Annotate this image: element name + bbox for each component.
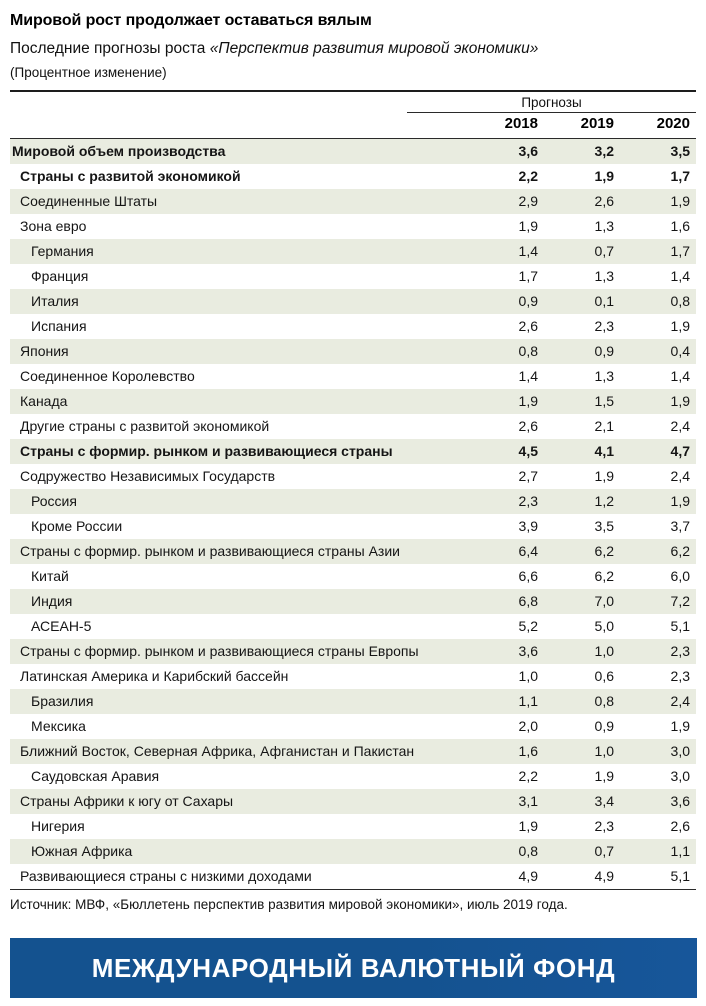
row-value-2020: 5,1 — [670, 618, 690, 634]
row-value-2020: 4,7 — [670, 443, 690, 459]
table-row — [10, 414, 696, 439]
row-value-2018: 6,6 — [518, 568, 538, 584]
row-value-2018: 1,9 — [518, 818, 538, 834]
row-value-2018: 2,9 — [518, 193, 538, 209]
row-value-2019: 2,6 — [594, 193, 614, 209]
row-value-2018: 1,6 — [518, 743, 538, 759]
row-label: Германия — [31, 243, 94, 259]
row-value-2020: 0,4 — [670, 343, 690, 359]
row-value-2018: 2,3 — [518, 493, 538, 509]
row-value-2018: 2,6 — [518, 418, 538, 434]
table-row — [10, 389, 696, 414]
row-value-2019: 4,9 — [594, 868, 614, 884]
row-value-2019: 0,7 — [594, 843, 614, 859]
row-value-2019: 1,5 — [594, 393, 614, 409]
row-value-2019: 0,7 — [594, 243, 614, 259]
row-value-2020: 1,9 — [670, 718, 690, 734]
subtitle-publication-name: «Перспектив развития мировой экономики» — [209, 40, 539, 57]
row-label: Страны Африки к югу от Сахары — [20, 793, 234, 809]
row-label: Зона евро — [20, 218, 87, 234]
row-label: Франция — [31, 268, 89, 284]
row-value-2018: 5,2 — [518, 618, 538, 634]
row-value-2019: 3,2 — [594, 143, 614, 159]
row-value-2020: 1,9 — [670, 393, 690, 409]
row-value-2018: 3,9 — [518, 518, 538, 534]
row-value-2018: 1,7 — [518, 268, 538, 284]
row-value-2019: 0,8 — [594, 693, 614, 709]
row-label: Южная Африка — [31, 843, 133, 859]
row-label: Нигерия — [31, 818, 85, 834]
row-value-2020: 1,7 — [670, 168, 690, 184]
row-label: Страны с формир. рынком и развивающиеся страны — [20, 443, 393, 459]
row-value-2018: 6,4 — [518, 543, 538, 559]
table-row — [10, 564, 696, 589]
row-value-2020: 3,6 — [670, 793, 690, 809]
row-value-2018: 0,8 — [518, 343, 538, 359]
row-value-2018: 0,8 — [518, 843, 538, 859]
row-label: Россия — [31, 493, 77, 509]
row-value-2018: 1,9 — [518, 218, 538, 234]
row-value-2019: 5,0 — [594, 618, 614, 634]
table-row — [10, 664, 696, 689]
table-row — [10, 689, 696, 714]
row-value-2020: 2,6 — [670, 818, 690, 834]
row-value-2019: 2,3 — [594, 318, 614, 334]
row-value-2018: 1,0 — [518, 668, 538, 684]
row-value-2018: 2,2 — [518, 168, 538, 184]
imf-banner-text: МЕЖДУНАРОДНЫЙ ВАЛЮТНЫЙ ФОНД — [91, 953, 616, 983]
row-value-2018: 2,7 — [518, 468, 538, 484]
row-value-2019: 1,9 — [594, 168, 614, 184]
row-value-2018: 2,2 — [518, 768, 538, 784]
row-value-2019: 0,6 — [594, 668, 614, 684]
row-value-2020: 2,3 — [670, 668, 690, 684]
row-value-2020: 1,1 — [670, 843, 690, 859]
row-value-2019: 0,9 — [594, 343, 614, 359]
row-label: Бразилия — [31, 693, 94, 709]
row-value-2020: 1,9 — [670, 193, 690, 209]
row-value-2019: 1,0 — [594, 643, 614, 659]
row-label: Мировой объем производства — [12, 143, 226, 159]
column-header-2019: 2019 — [580, 115, 614, 132]
table-row — [10, 139, 696, 164]
row-value-2018: 1,1 — [518, 693, 538, 709]
table-row — [10, 189, 696, 214]
row-label: Саудовская Аравия — [31, 768, 160, 784]
table-row — [10, 864, 696, 889]
units-note: (Процентное изменение) — [10, 65, 167, 80]
table-body — [10, 139, 696, 889]
row-value-2018: 1,4 — [518, 243, 538, 259]
row-label: Развивающиеся страны с низкими доходами — [20, 868, 312, 884]
row-value-2020: 0,8 — [670, 293, 690, 309]
row-value-2019: 1,3 — [594, 268, 614, 284]
row-value-2019: 1,9 — [594, 768, 614, 784]
column-header-row — [10, 114, 696, 136]
table-row — [10, 739, 696, 764]
row-label: Страны с развитой экономикой — [20, 168, 241, 184]
table-row — [10, 489, 696, 514]
row-value-2019: 0,1 — [594, 293, 614, 309]
row-value-2019: 0,9 — [594, 718, 614, 734]
row-value-2018: 3,1 — [518, 793, 538, 809]
table-row — [10, 714, 696, 739]
source-note: Источник: МВФ, «Бюллетень перспектив развития мировой экономики», июль 2019 года. — [10, 897, 568, 912]
row-value-2020: 3,0 — [670, 743, 690, 759]
row-value-2019: 1,9 — [594, 468, 614, 484]
row-value-2020: 2,3 — [670, 643, 690, 659]
row-label: Соединенное Королевство — [20, 368, 195, 384]
row-value-2020: 3,0 — [670, 768, 690, 784]
row-value-2019: 2,3 — [594, 818, 614, 834]
row-label: Ближний Восток, Северная Африка, Афганистан и Пакистан — [20, 743, 415, 759]
row-value-2018: 3,6 — [518, 643, 538, 659]
subtitle-prefix: Последние прогнозы роста — [10, 40, 210, 57]
table-bottom-rule — [10, 889, 696, 890]
row-label: Япония — [20, 343, 69, 359]
row-label: Испания — [31, 318, 87, 334]
row-value-2020: 1,4 — [670, 368, 690, 384]
growth-forecast-table — [10, 90, 696, 890]
row-value-2018: 4,9 — [518, 868, 538, 884]
row-value-2019: 1,3 — [594, 218, 614, 234]
row-label: Страны с формир. рынком и развивающиеся страны Азии — [20, 543, 400, 559]
row-value-2020: 1,9 — [670, 318, 690, 334]
row-value-2019: 1,0 — [594, 743, 614, 759]
table-row — [10, 789, 696, 814]
row-label: Китай — [31, 568, 69, 584]
row-value-2019: 7,0 — [594, 593, 614, 609]
table-row — [10, 314, 696, 339]
page-title: Мировой рост продолжает оставаться вялым — [10, 12, 372, 29]
table-row — [10, 514, 696, 539]
row-value-2018: 0,9 — [518, 293, 538, 309]
table-row — [10, 614, 696, 639]
row-label: Италия — [31, 293, 79, 309]
row-value-2018: 3,6 — [518, 143, 538, 159]
imf-banner — [10, 938, 697, 998]
table-row — [10, 364, 696, 389]
row-label: Другие страны с развитой экономикой — [20, 418, 270, 434]
row-value-2020: 1,4 — [670, 268, 690, 284]
column-header-2018: 2018 — [504, 115, 538, 132]
row-label: Содружество Независимых Государств — [20, 468, 276, 484]
table-row — [10, 589, 696, 614]
table-row — [10, 339, 696, 364]
row-value-2020: 6,0 — [670, 568, 690, 584]
row-value-2020: 1,9 — [670, 493, 690, 509]
row-value-2018: 1,4 — [518, 368, 538, 384]
row-label: Мексика — [31, 718, 86, 734]
row-value-2018: 1,9 — [518, 393, 538, 409]
page-subtitle — [10, 39, 696, 58]
row-value-2020: 7,2 — [670, 593, 690, 609]
row-value-2020: 5,1 — [670, 868, 690, 884]
row-value-2020: 3,7 — [670, 518, 690, 534]
table-row — [10, 814, 696, 839]
row-value-2018: 4,5 — [518, 443, 538, 459]
row-value-2019: 6,2 — [594, 543, 614, 559]
row-value-2019: 6,2 — [594, 568, 614, 584]
table-header — [10, 92, 696, 138]
row-value-2018: 2,0 — [518, 718, 538, 734]
row-label: Канада — [20, 393, 68, 409]
table-row — [10, 214, 696, 239]
row-label: Кроме России — [31, 518, 123, 534]
table-row — [10, 639, 696, 664]
table-row — [10, 439, 696, 464]
row-value-2020: 1,7 — [670, 243, 690, 259]
row-value-2018: 6,8 — [518, 593, 538, 609]
row-label: АСЕАН-5 — [31, 618, 92, 634]
row-value-2020: 3,5 — [670, 143, 690, 159]
forecast-group-header: Прогнозы — [407, 94, 696, 113]
row-value-2020: 2,4 — [670, 418, 690, 434]
row-value-2019: 4,1 — [594, 443, 614, 459]
row-value-2019: 1,3 — [594, 368, 614, 384]
row-label: Индия — [31, 593, 73, 609]
row-label: Страны с формир. рынком и развивающиеся страны Европы — [20, 643, 419, 659]
row-value-2019: 3,4 — [594, 793, 614, 809]
row-value-2019: 2,1 — [594, 418, 614, 434]
header-block — [0, 0, 706, 81]
table-row — [10, 164, 696, 189]
table-row — [10, 464, 696, 489]
table-row — [10, 239, 696, 264]
row-value-2019: 3,5 — [594, 518, 614, 534]
row-value-2020: 2,4 — [670, 693, 690, 709]
row-value-2020: 6,2 — [670, 543, 690, 559]
column-header-2020: 2020 — [656, 115, 690, 132]
row-value-2020: 1,6 — [670, 218, 690, 234]
table-row — [10, 264, 696, 289]
row-label: Соединенные Штаты — [20, 193, 158, 209]
table-row — [10, 764, 696, 789]
row-value-2019: 1,2 — [594, 493, 614, 509]
table-row — [10, 289, 696, 314]
row-label: Латинская Америка и Карибский бассейн — [20, 668, 289, 684]
table-row — [10, 839, 696, 864]
row-value-2020: 2,4 — [670, 468, 690, 484]
table-row — [10, 539, 696, 564]
row-value-2018: 2,6 — [518, 318, 538, 334]
